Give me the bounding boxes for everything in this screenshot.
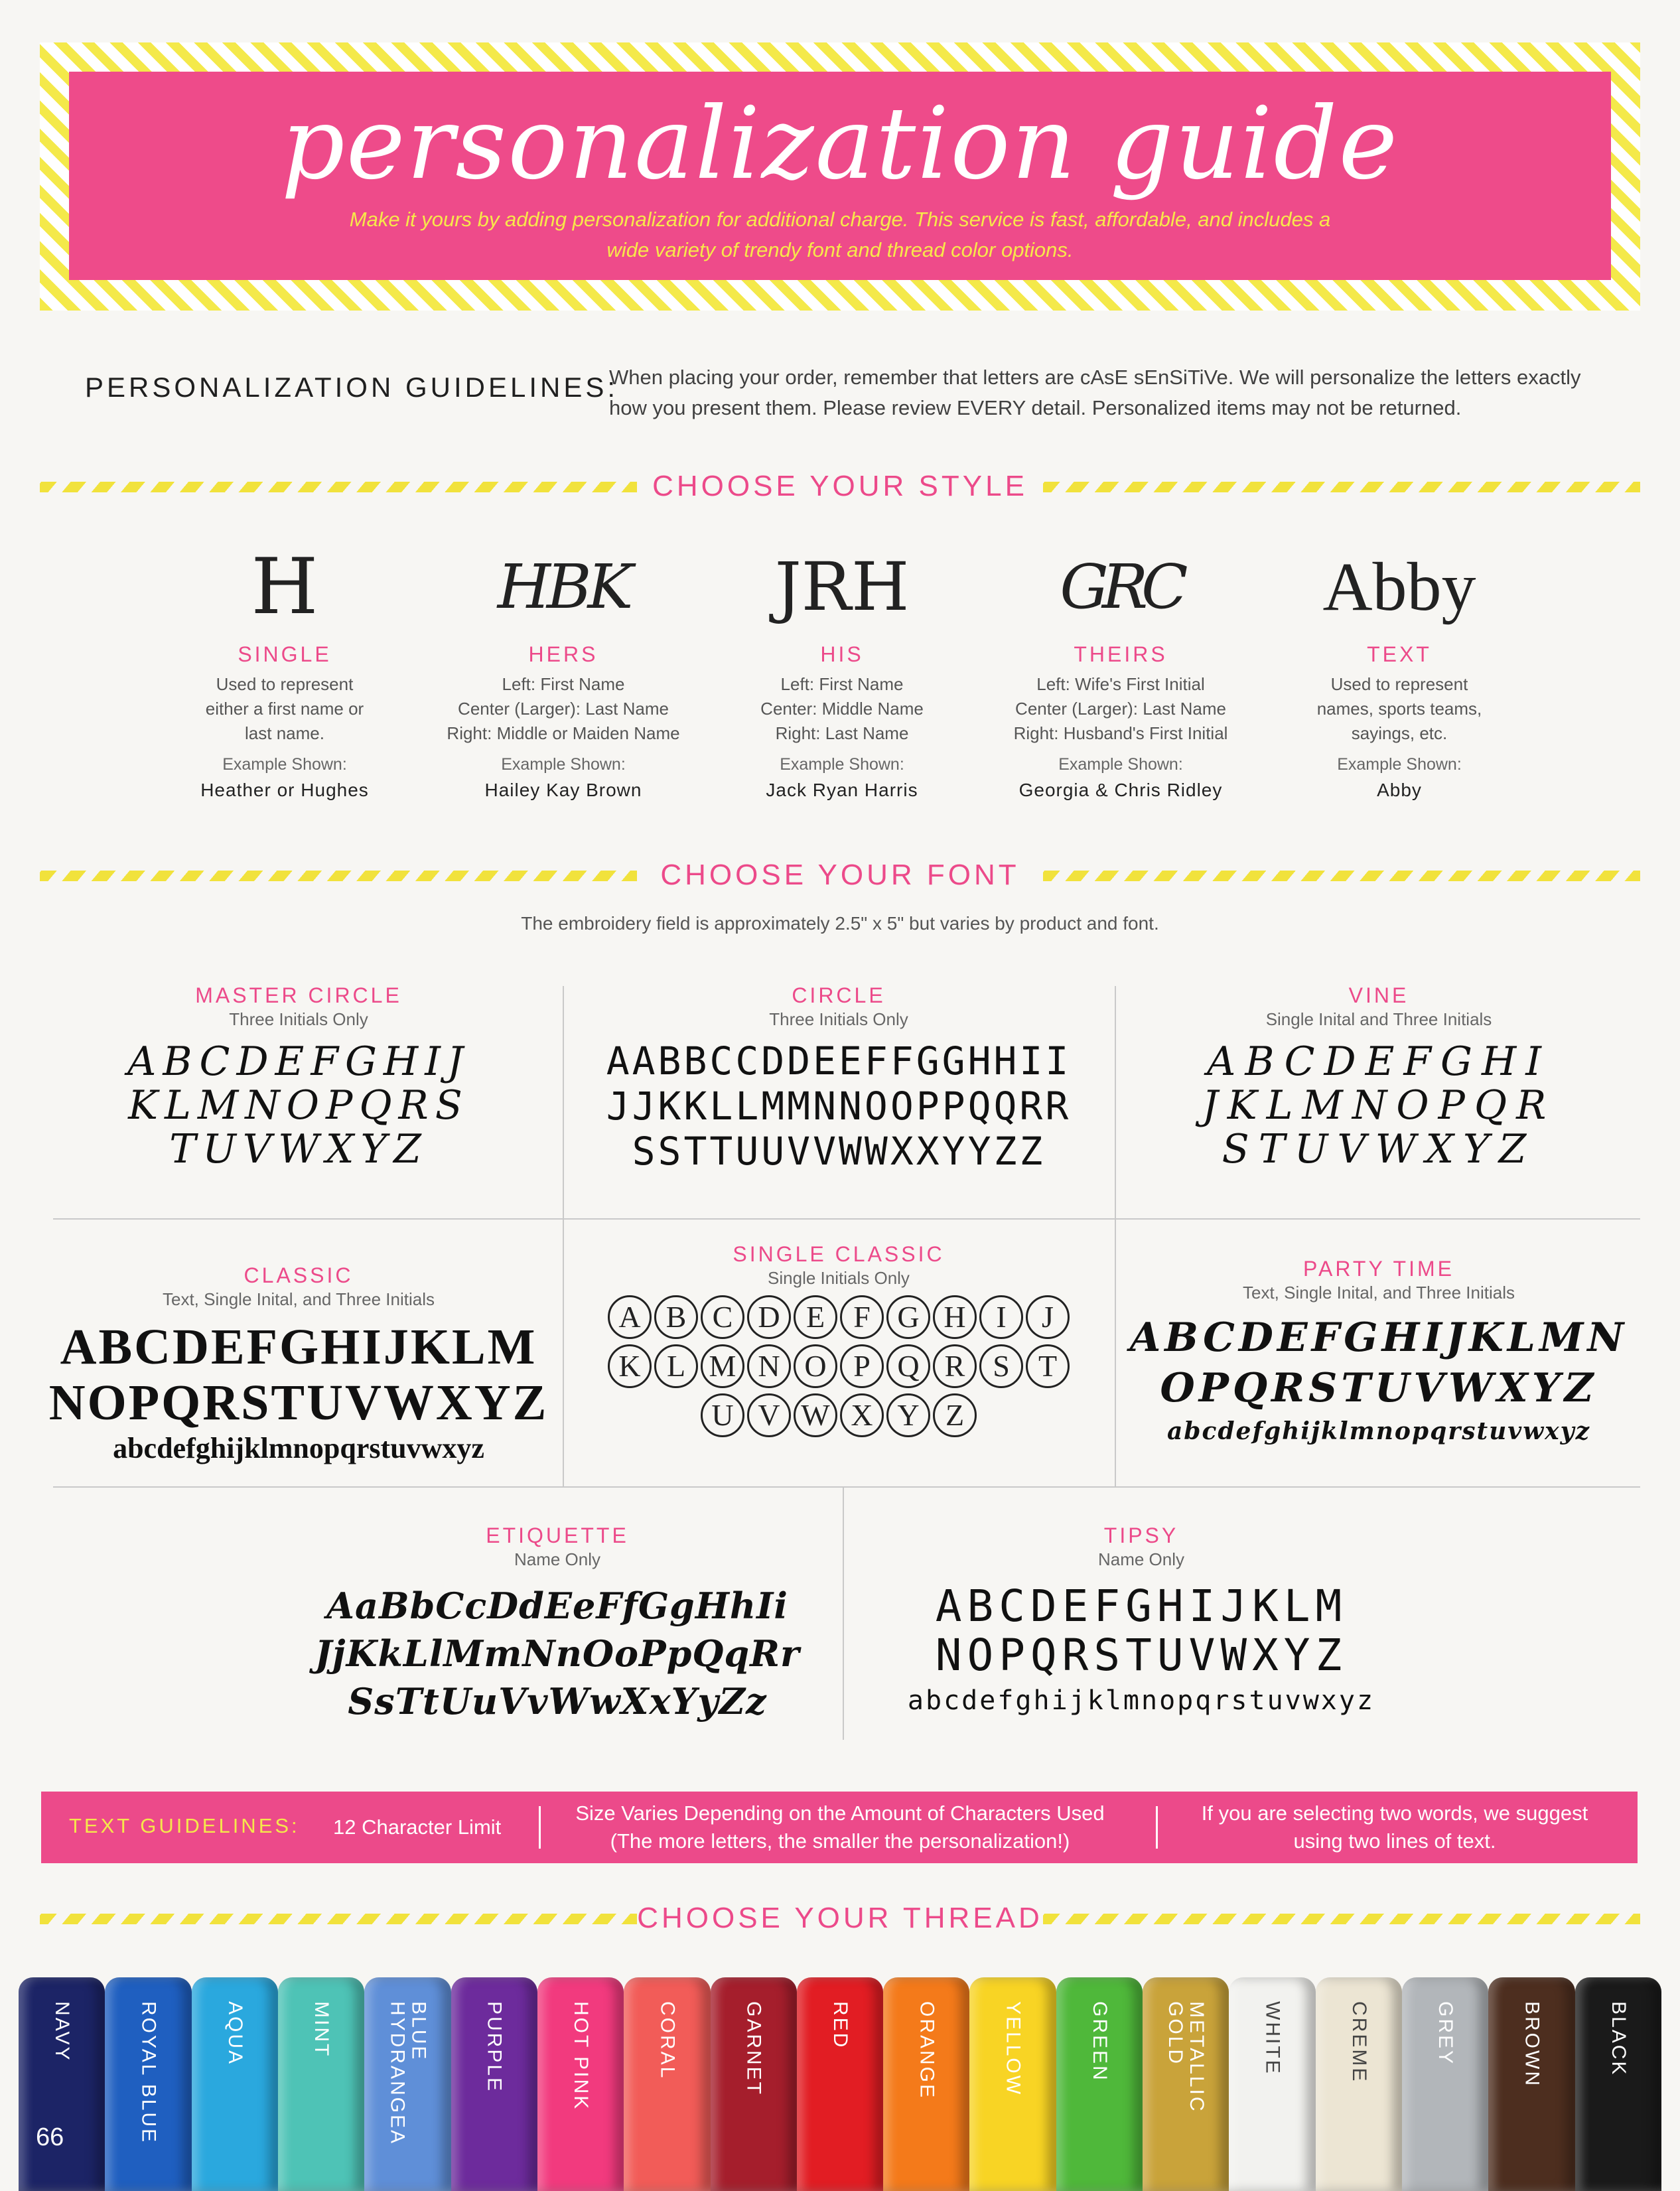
sample-row: ABCDEFGHI bbox=[1207, 1038, 1551, 1085]
style-name: HERS bbox=[528, 642, 598, 666]
circled-letter: R bbox=[933, 1344, 977, 1388]
thread-spool[interactable] bbox=[105, 1977, 191, 2191]
grid-divider bbox=[53, 1486, 1640, 1488]
example-value: Georgia & Chris Ridley bbox=[1018, 780, 1223, 800]
style-description: Used to represent names, sports teams, sayings, etc. bbox=[1316, 674, 1482, 743]
sample-uppercase: NOPQRSTUVWXYZ bbox=[935, 1630, 1348, 1681]
thread-color-name: WHITE bbox=[1261, 2001, 1284, 2076]
circled-letter: U bbox=[701, 1393, 744, 1437]
circled-letter: D bbox=[747, 1295, 791, 1339]
font-sample bbox=[279, 1582, 836, 1725]
thread-color-name: BLACK bbox=[1607, 2001, 1630, 2077]
thread-spool[interactable] bbox=[711, 1977, 797, 2191]
header-banner bbox=[69, 72, 1611, 280]
font-sample bbox=[1117, 1312, 1640, 1449]
font-sample bbox=[565, 1295, 1112, 1437]
font-sample bbox=[40, 1038, 557, 1172]
font-restriction: Text, Single Inital, and Three Initials bbox=[163, 1289, 435, 1309]
style-sample: HBK bbox=[497, 551, 630, 622]
sample-uppercase: ABCDEFGHIJKLMN bbox=[1129, 1314, 1628, 1361]
text-guidelines-label: TEXT GUIDELINES: bbox=[69, 1814, 300, 1837]
thread-color-name: NAVY bbox=[51, 2001, 74, 2062]
font-classic[interactable] bbox=[40, 1263, 557, 1466]
thread-color-name: MINT bbox=[311, 2001, 333, 2058]
thread-spool[interactable] bbox=[192, 1977, 278, 2191]
style-description: Left: First Name Center: Middle Name Right: Last Name bbox=[760, 674, 924, 743]
size-note-line: Size Varies Depending on the Amount of Characters Used bbox=[575, 1802, 1105, 1825]
thread-spool[interactable] bbox=[1575, 1977, 1661, 2191]
thread-spool-row bbox=[19, 1977, 1661, 2191]
font-circle[interactable] bbox=[565, 983, 1112, 1177]
sample-row bbox=[565, 1295, 1112, 1339]
thread-color-name: CORAL bbox=[656, 2001, 679, 2080]
page-number: 66 bbox=[36, 2123, 64, 2151]
circled-letter: S bbox=[979, 1344, 1023, 1388]
font-vine[interactable] bbox=[1117, 983, 1640, 1173]
sample-row bbox=[565, 1344, 1112, 1388]
circled-letter: O bbox=[794, 1344, 837, 1388]
font-tipsy[interactable] bbox=[849, 1523, 1433, 1721]
thread-color-name: GREEN bbox=[1088, 2001, 1111, 2082]
circled-letter: H bbox=[933, 1295, 977, 1339]
circled-letter: A bbox=[608, 1295, 652, 1339]
font-name: ETIQUETTE bbox=[486, 1523, 629, 1547]
thread-spool[interactable] bbox=[969, 1977, 1056, 2191]
circled-letter: P bbox=[840, 1344, 884, 1388]
sample-row: AaBbCcDdEeFfGgHhIi bbox=[326, 1585, 788, 1627]
sample-lowercase: abcdefghijklmnopqrstuvwxyz bbox=[907, 1685, 1375, 1716]
sample-uppercase: ABCDEFGHIJKLM bbox=[60, 1319, 537, 1375]
example-value: Hailey Kay Brown bbox=[484, 780, 642, 800]
thread-color-name: YELLOW bbox=[1002, 2001, 1024, 2097]
style-his[interactable] bbox=[699, 537, 985, 801]
thread-color-name: PURPLE bbox=[483, 2001, 506, 2093]
page-title: personalization guide bbox=[281, 86, 1399, 202]
text-guidelines-bar bbox=[41, 1792, 1638, 1863]
sample-lowercase: abcdefghijklmnopqrstuvwxyz bbox=[1166, 1417, 1591, 1445]
section-heading-font bbox=[40, 856, 1640, 896]
thread-spool[interactable] bbox=[364, 1977, 451, 2191]
circled-letter: N bbox=[747, 1344, 791, 1388]
circled-letter: C bbox=[701, 1295, 744, 1339]
bar-separator bbox=[1156, 1806, 1158, 1849]
thread-spool[interactable] bbox=[1402, 1977, 1488, 2191]
section-heading-style bbox=[40, 467, 1640, 507]
circled-letter: L bbox=[654, 1344, 698, 1388]
example-label: Example Shown: bbox=[222, 755, 347, 774]
style-description: Left: Wife's First Initial Center (Larger): Last Name Right: Husband's First Initial bbox=[1013, 674, 1228, 743]
sample-row: TUVWXYZ bbox=[169, 1126, 428, 1172]
example-label: Example Shown: bbox=[780, 755, 904, 774]
grid-divider bbox=[53, 1218, 1640, 1220]
circled-letter: V bbox=[747, 1393, 791, 1437]
thread-color-name: METALLIC GOLD bbox=[1164, 2001, 1208, 2113]
font-name: VINE bbox=[1348, 983, 1409, 1007]
font-name: MASTER CIRCLE bbox=[195, 983, 402, 1007]
example-value: Abby bbox=[1377, 780, 1422, 800]
circled-letter: I bbox=[979, 1295, 1023, 1339]
sample-row: JKLMNOPQR bbox=[1202, 1082, 1556, 1129]
style-name: HIS bbox=[820, 642, 864, 666]
sample-uppercase: NOPQRSTUVWXYZ bbox=[48, 1375, 549, 1431]
grid-divider bbox=[843, 1488, 844, 1740]
sample-row: AABBCCDDEEFFGGHHII bbox=[606, 1038, 1072, 1084]
style-sample: GRC bbox=[1060, 551, 1182, 622]
sample-row: JjKkLlMmNnOoPpQqRr bbox=[315, 1632, 800, 1675]
thread-color-name: ROYAL BLUE bbox=[137, 2001, 160, 2145]
thread-spool[interactable] bbox=[1229, 1977, 1315, 2191]
example-value: Heather or Hughes bbox=[200, 780, 369, 800]
thread-spool[interactable] bbox=[883, 1977, 969, 2191]
circled-letter: E bbox=[794, 1295, 837, 1339]
font-party-time[interactable] bbox=[1117, 1257, 1640, 1449]
thread-spool[interactable] bbox=[537, 1977, 624, 2191]
example-value: Jack Ryan Harris bbox=[766, 780, 918, 800]
font-restriction: Name Only bbox=[514, 1549, 601, 1569]
size-note-line: (The more letters, the smaller the personalization!) bbox=[610, 1829, 1070, 1853]
style-sample: JRH bbox=[774, 548, 910, 626]
circled-letter: Q bbox=[886, 1344, 930, 1388]
sample-row: KLMNOPQRS bbox=[128, 1082, 469, 1129]
style-name: THEIRS bbox=[1074, 642, 1168, 666]
thread-color-name: HOT PINK bbox=[570, 2001, 593, 2111]
thread-spool[interactable] bbox=[1316, 1977, 1402, 2191]
thread-color-name: RED bbox=[829, 2001, 851, 2050]
font-name: CIRCLE bbox=[792, 983, 886, 1007]
thread-color-name: BROWN bbox=[1521, 2001, 1543, 2087]
thread-color-name: ORANGE bbox=[916, 2001, 938, 2100]
font-name: SINGLE CLASSIC bbox=[733, 1242, 945, 1266]
font-single-classic[interactable] bbox=[565, 1242, 1112, 1437]
header-tagline: Make it yours by adding personalization for additional charge. This service is fast, affordable, and includes a wide variety of trendy font and thread color options. bbox=[349, 208, 1331, 261]
font-restriction: Text, Single Inital, and Three Initials bbox=[1243, 1283, 1515, 1303]
embroidery-field-note: The embroidery field is approximately 2.5" x 5" but varies by product and font. bbox=[521, 913, 1159, 934]
guidelines-text: When placing your order, remember that letters are cAsE sEnSiTiVe. We will personalize the letters exactly how you present them. Please review EVERY detail. Personalized items may not be returned. bbox=[609, 366, 1581, 419]
thread-spool[interactable] bbox=[1056, 1977, 1143, 2191]
sample-uppercase: OPQRSTUVWXYZ bbox=[1160, 1365, 1598, 1411]
circled-letter: W bbox=[794, 1393, 837, 1437]
font-sample bbox=[1117, 1038, 1640, 1172]
sample-lowercase: abcdefghijklmnopqrstuvwxyz bbox=[113, 1432, 484, 1464]
thread-color-name: BLUE HYDRANGEA bbox=[386, 2001, 430, 2146]
style-theirs[interactable] bbox=[978, 537, 1263, 801]
sample-row: SSTTUUVVWWXXYYZZ bbox=[632, 1129, 1046, 1174]
grid-divider bbox=[563, 986, 564, 1486]
thread-spool[interactable] bbox=[451, 1977, 537, 2191]
example-label: Example Shown: bbox=[1337, 755, 1462, 774]
style-sample: H bbox=[251, 542, 318, 632]
example-label: Example Shown: bbox=[1058, 755, 1183, 774]
circled-letter: Z bbox=[933, 1393, 977, 1437]
style-description: Left: First Name Center (Larger): Last Name Right: Middle or Maiden Name bbox=[447, 674, 680, 743]
font-sample bbox=[849, 1582, 1433, 1721]
circled-letter: G bbox=[886, 1295, 930, 1339]
thread-spool[interactable] bbox=[797, 1977, 883, 2191]
two-words-line: If you are selecting two words, we suggest bbox=[1201, 1802, 1588, 1825]
style-sample: Abby bbox=[1322, 549, 1476, 625]
two-words-note bbox=[1169, 1800, 1620, 1855]
sample-row bbox=[565, 1393, 1112, 1437]
sample-uppercase: ABCDEFGHIJKLM bbox=[935, 1581, 1348, 1632]
font-restriction: Three Initials Only bbox=[769, 1009, 908, 1029]
font-restriction: Three Initials Only bbox=[229, 1009, 368, 1029]
style-description: Used to represent either a first name or last name. bbox=[205, 674, 364, 743]
section-heading-thread bbox=[40, 1899, 1640, 1939]
font-restriction: Single Initials Only bbox=[768, 1268, 910, 1288]
circled-letter: J bbox=[1026, 1295, 1070, 1339]
two-words-line: using two lines of text. bbox=[1293, 1829, 1496, 1853]
style-name: SINGLE bbox=[238, 642, 332, 666]
section-title-thread: CHOOSE YOUR THREAD bbox=[637, 1902, 1043, 1934]
thread-spool[interactable] bbox=[278, 1977, 364, 2191]
sample-row: ABCDEFGHIJ bbox=[127, 1038, 470, 1085]
thread-color-name: GREY bbox=[1435, 2001, 1457, 2066]
style-text[interactable] bbox=[1257, 537, 1542, 801]
thread-spool[interactable] bbox=[1488, 1977, 1575, 2191]
font-restriction: Name Only bbox=[1097, 1549, 1185, 1569]
font-name: CLASSIC bbox=[244, 1263, 354, 1287]
thread-spool[interactable] bbox=[1143, 1977, 1229, 2191]
font-name: TIPSY bbox=[1103, 1523, 1179, 1547]
thread-color-name: CREME bbox=[1348, 2001, 1370, 2084]
circled-letter: B bbox=[654, 1295, 698, 1339]
circled-letter: K bbox=[608, 1344, 652, 1388]
thread-spool[interactable] bbox=[19, 1977, 105, 2191]
style-single[interactable] bbox=[142, 537, 427, 801]
circled-letter: T bbox=[1026, 1344, 1070, 1388]
section-title-font: CHOOSE YOUR FONT bbox=[660, 859, 1020, 891]
section-title-style: CHOOSE YOUR STYLE bbox=[652, 470, 1028, 502]
thread-spool[interactable] bbox=[624, 1977, 710, 2191]
sample-row: JJKKLLMMNNOOPPQQRR bbox=[606, 1084, 1072, 1129]
sample-row: SsTtUuVvWwXxYyZz bbox=[348, 1680, 767, 1723]
circled-letter: F bbox=[840, 1295, 884, 1339]
thread-color-name: AQUA bbox=[224, 2001, 246, 2066]
font-etiquette[interactable] bbox=[279, 1523, 836, 1725]
circled-letter: M bbox=[701, 1344, 744, 1388]
thread-color-name: GARNET bbox=[742, 2001, 765, 2097]
font-sample bbox=[565, 1038, 1112, 1174]
font-sample bbox=[40, 1319, 557, 1466]
sample-row: STUVWXYZ bbox=[1222, 1126, 1536, 1172]
style-name: TEXT bbox=[1367, 642, 1432, 666]
circled-letter: Y bbox=[886, 1393, 930, 1437]
size-note bbox=[535, 1800, 1145, 1855]
example-label: Example Shown: bbox=[501, 755, 626, 774]
style-hers[interactable] bbox=[421, 537, 706, 801]
circled-letter: X bbox=[840, 1393, 884, 1437]
font-restriction: Single Inital and Three Initials bbox=[1265, 1009, 1492, 1029]
font-name: PARTY TIME bbox=[1303, 1257, 1454, 1281]
grid-divider bbox=[1115, 986, 1116, 1486]
font-master-circle[interactable] bbox=[40, 983, 557, 1173]
guidelines-label: PERSONALIZATION GUIDELINES: bbox=[85, 372, 619, 403]
character-limit: 12 Character Limit bbox=[333, 1815, 502, 1839]
